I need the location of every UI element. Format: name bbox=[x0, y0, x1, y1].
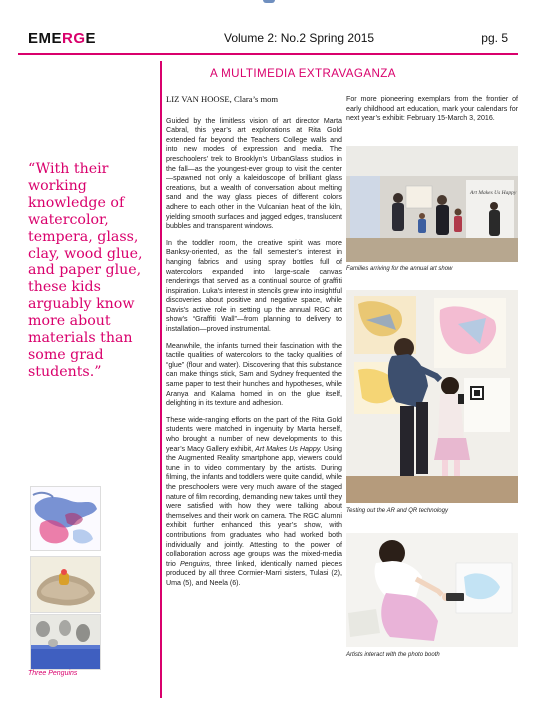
artwork-caption: Three Penguins bbox=[28, 670, 78, 677]
photo-caption: Families arriving for the annual art show bbox=[346, 266, 453, 272]
article-paragraph: For more pioneering exemplars from the frontier of early childhood art education, mark your calendars for next year’s exhibit: February 15-March 3, 2016. bbox=[346, 95, 518, 123]
article-right-column bbox=[346, 95, 518, 131]
wall-title-text: Art Makes Us Happy bbox=[470, 190, 517, 196]
artwork-penguins-image bbox=[30, 614, 101, 670]
article-paragraph: Meanwhile, the infants turned their fascination with the tactile qualities of watercolors to the tacky qualities of “glue” (flour and water). Discovering that this substance can make things stick, Sam and Sydney frequented the same paper to test their hunches and hypotheses, while Aranya and Kalama homed in on the glue itself, delighting in its texture and adhesion. bbox=[166, 341, 342, 408]
page-header bbox=[28, 28, 512, 52]
photo-booth-photo bbox=[346, 533, 518, 647]
top-decoration bbox=[263, 0, 275, 3]
photo-caption: Testing out the AR and QR technology bbox=[346, 508, 448, 514]
article-main-column bbox=[166, 95, 342, 596]
photo-caption: Artists interact with the photo booth bbox=[346, 652, 440, 658]
article-title: A MULTIMEDIA EXTRAVAGANZA bbox=[210, 67, 396, 80]
article-byline: LIZ VAN HOOSE, Clara’s mom bbox=[166, 94, 279, 104]
issue-info: Volume 2: No.2 Spring 2015 bbox=[224, 31, 375, 45]
article-paragraph: In the toddler room, the creative spirit was more Banksy-oriented, as the fall semester’s interest in hanging fabrics and using spray bottles full of watercolors expanded into large-scale canvas renderings that served as a continual source of graffiti inspiration. Luka’s interest in stencils grew into insightful discoveries about positive and negative space, while Davis’s active role in setting up the annual RGC art show’s “Graffiti Wall”—from planning to delivery to installation—proved instrumental. bbox=[166, 238, 342, 334]
gallery-families-photo bbox=[346, 146, 518, 262]
pull-quote: “With their working knowledge of watercolor, tempera, glass, clay, wood glue, and paper glue, these kids arguably know more about materials than some grad students.” bbox=[28, 161, 143, 380]
article-paragraph: Guided by the limitless vision of art director Marta Cabral, this year’s art explorations at Rita Gold extended far beyond the Teachers College walls and into new modes of expression and media. The preschoolers’ trek to Brooklyn’s UrbanGlass studios in the fall—as the youngest-ever group to visit the center—spawned not only a kaleidoscope of brilliant glass creations, but a wealth of conversation about melting sand and the way glass pieces of different colors adhere to each other in the Vulcanian heat of the kiln, yielding smooth surfaces and jagged edges, translucent bubbles and transparent windows. bbox=[166, 116, 342, 231]
article-paragraph: These wide-ranging efforts on the part of the Rita Gold students were matched in ingenuity by Marta herself, who brought a number of new developments to this year’s Macy Gallery exhibit, Art Makes Us Happy. Using the Augmented Reality smartphone app, viewers could tune in to video commentary by the artists. During filming, the infants and toddlers were quite candid, while the preschoolers were very much aware of the staged nature of film recording, demanding new takes until they were satisfied with how they were talking about themselves and their work on camera. The RGC alumni exhibit further enhanced this year’s show, with contributions from graduates who had worked both individually and jointly. Attesting to the power of collaboration across age groups was the mixed-media trio Penguins, three linked, identically named pieces produced by all three Cormier-Marri sisters, Tulasi (2), Uma (5), and Neela (6). bbox=[166, 415, 343, 587]
column-divider bbox=[160, 61, 162, 698]
header-rule bbox=[18, 53, 518, 55]
ar-technology-photo bbox=[346, 290, 518, 503]
artwork-glass-sculpture-image bbox=[30, 556, 101, 613]
page-number: pg. 5 bbox=[481, 31, 508, 45]
masthead-logo: EMERGE bbox=[28, 30, 97, 47]
artwork-watercolor-image bbox=[30, 486, 101, 551]
